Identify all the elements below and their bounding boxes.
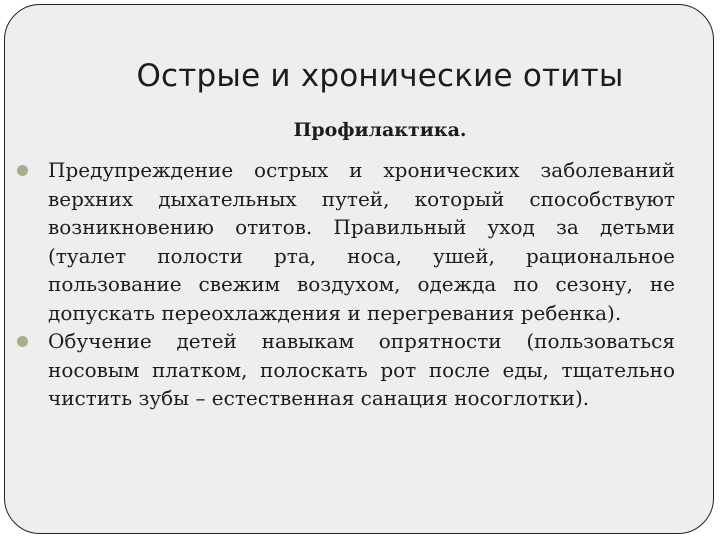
slide-subtitle: Профилактика. (293, 119, 467, 141)
bullet-item (48, 327, 675, 413)
bullet-dot-icon (17, 165, 28, 176)
bullet-list (48, 156, 675, 413)
bullet-dot-icon (17, 336, 28, 347)
bullet-text: Обучение детей навыкам опрятности (пользоваться носовым платком, полоскать рот после еды, тщательно чистить зубы – естественная санация носоглотки). (48, 329, 675, 410)
slide-title: Острые и хронические отиты (136, 58, 624, 94)
bullet-text: Предупреждение острых и хронических заболеваний верхних дыхательных путей, который способствуют возникновению отитов. Правильный уход за детьми (туалет полости рта, носа, ушей, рациональное пользование свежим воздухом, одежда по сезону, не допускать переохлаждения и перегревания ребенка). (48, 158, 675, 325)
bullet-item (48, 156, 675, 327)
